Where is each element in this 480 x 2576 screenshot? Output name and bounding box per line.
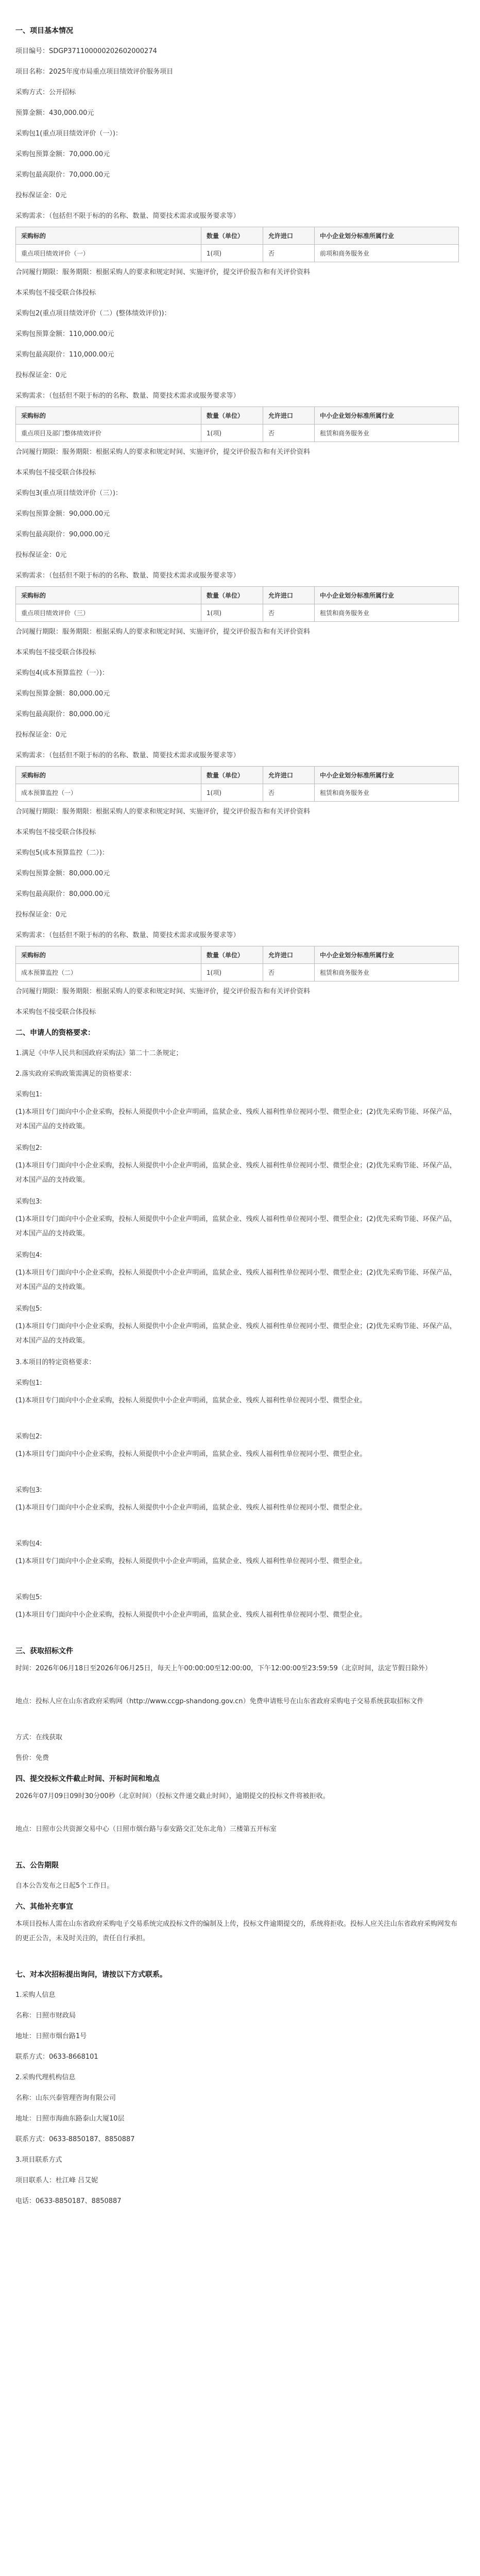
policy-package-label: 采购包4: — [15, 1251, 42, 1259]
column-header: 采购标的 — [16, 946, 201, 964]
buyer-phone: 联系方式：0633-8668101 — [15, 2053, 98, 2061]
table-row — [16, 425, 459, 442]
contract-term: 合同履行期限：服务期限：根据采购人的要求和规定时间、实施评价，提交评价报告和有关评价资料 — [15, 628, 311, 636]
package-budget: 采购包预算金额：110,000.00元 — [15, 330, 114, 338]
special-package-label: 采购包4: — [15, 1540, 42, 1548]
policy-text: (1)本项目专门面向中小企业采购，投标人须提供中小企业声明函，监狱企业、残疾人福利性单位视同小型、微型企业；(2)优先采购节能、环保产品，对本国产品的支持政策。 — [15, 1108, 456, 1130]
no-consortium-note: 本采购包不接受联合体投标 — [15, 649, 96, 656]
package-name: 采购包4(成本预算监控（一）)： — [15, 669, 109, 677]
project-number: 项目编号：SDGP371100000202602000274 — [15, 47, 157, 55]
column-header: 数量（单位） — [201, 767, 263, 784]
table-row — [16, 604, 459, 622]
package-name: 采购包5(成本预算监控（二）)： — [15, 849, 109, 857]
column-header: 允许进口 — [263, 587, 315, 604]
policy-text: (1)本项目专门面向中小企业采购，投标人须提供中小企业声明函，监狱企业、残疾人福利性单位视同小型、微型企业；(2)优先采购节能、环保产品，对本国产品的支持政策。 — [15, 1162, 456, 1184]
special-text: (1)本项目专门面向中小企业采购，投标人须提供中小企业声明函，监狱企业、残疾人福利性单位视同小型、微型企业。 — [15, 1450, 367, 1458]
contract-term: 合同履行期限：服务期限：根据采购人的要求和规定时间、实施评价，提交评价报告和有关评价资料 — [15, 268, 311, 276]
column-header: 中小企业划分标准所属行业 — [315, 946, 459, 964]
special-text: (1)本项目专门面向中小企业采购，投标人须提供中小企业声明函，监狱企业、残疾人福利性单位视同小型、微型企业。 — [15, 1397, 367, 1404]
package-deposit: 投标保证金：0元 — [15, 371, 67, 379]
no-consortium-note: 本采购包不接受联合体投标 — [15, 469, 96, 477]
package-budget: 采购包预算金额：90,000.00元 — [15, 510, 110, 518]
policy-text: (1)本项目专门面向中小企业采购，投标人须提供中小企业声明函，监狱企业、残疾人福利性单位视同小型、微型企业；(2)优先采购节能、环保产品，对本国产品的支持政策。 — [15, 1269, 456, 1291]
package-requirement: 采购需求：（包括但不限于标的的名称、数量、简要技术需求或服务要求等） — [15, 931, 240, 939]
special-package-label: 采购包3: — [15, 1486, 42, 1494]
package-max-price: 采购包最高限价：80,000.00元 — [15, 890, 110, 898]
column-header: 采购标的 — [16, 227, 201, 245]
procurement-table — [15, 586, 459, 622]
announcement-body — [15, 21, 458, 2212]
package-budget: 采购包预算金额：80,000.00元 — [15, 870, 110, 877]
contact-heading: 3.项目联系方式 — [15, 2156, 62, 2164]
buyer-heading: 1.采购人信息 — [15, 1991, 56, 1999]
column-header: 允许进口 — [263, 227, 315, 245]
column-header: 中小企业划分标准所属行业 — [315, 767, 459, 784]
section-title: 五、公告期限 — [15, 1861, 59, 1870]
special-package-label: 采购包2: — [15, 1433, 42, 1440]
table-header-row — [16, 227, 459, 245]
table-header-row — [16, 946, 459, 964]
package-max-price: 采购包最高限价：110,000.00元 — [15, 351, 114, 359]
bid-deadline: 2026年07月09日09时30分00秒（北京时间）（投标文件递交截止时间），逾期提交的投标文件将被拒收。 — [15, 1792, 330, 1800]
package-max-price: 采购包最高限价：80,000.00元 — [15, 710, 110, 718]
section-title: 四、提交投标文件截止时间、开标时间和地点 — [15, 1775, 160, 1783]
table-cell: 成本预算监控（二） — [16, 964, 201, 981]
column-header: 允许进口 — [263, 767, 315, 784]
procurement-table — [15, 406, 459, 442]
column-header: 数量（单位） — [201, 946, 263, 964]
package-requirement: 采购需求：（包括但不限于标的的名称、数量、简要技术需求或服务要求等） — [15, 752, 240, 759]
special-text: (1)本项目专门面向中小企业采购，投标人须提供中小企业声明函，监狱企业、残疾人福利性单位视同小型、微型企业。 — [15, 1611, 367, 1619]
project-name: 项目名称：2025年度市局重点项目绩效评价服务项目 — [15, 68, 174, 76]
policy-package-label: 采购包5: — [15, 1305, 42, 1313]
contract-term: 合同履行期限：服务期限：根据采购人的要求和规定时间、实施评价，提交评价报告和有关评价资料 — [15, 448, 311, 456]
table-cell: 租赁和商务服务业 — [315, 604, 459, 622]
package-budget: 采购包预算金额：70,000.00元 — [15, 150, 110, 158]
agent-heading: 2.采购代理机构信息 — [15, 2074, 76, 2081]
table-cell: 1(项) — [201, 784, 263, 802]
table-cell: 否 — [263, 245, 315, 262]
table-cell: 否 — [263, 425, 315, 442]
document-time: 时间：2026年06月18日至2026年06月25日，每天上午00:00:00至12:00:00，下午12:00:00至23:59:59（北京时间，法定节假日除外） — [15, 1665, 432, 1672]
agent-name: 名称：山东兴泰管理咨询有限公司 — [15, 2094, 116, 2102]
table-cell: 重点项目及部门整体绩效评价 — [16, 425, 201, 442]
agent-address: 地址：日照市海曲东路泰山大厦10层 — [15, 2115, 125, 2123]
section-title: 六、其他补充事宜 — [15, 1903, 73, 1911]
table-header-row — [16, 767, 459, 784]
table-cell: 前项和商务服务业 — [315, 245, 459, 262]
column-header: 中小企业划分标准所属行业 — [315, 407, 459, 425]
column-header: 允许进口 — [263, 946, 315, 964]
package-requirement: 采购需求：（包括但不限于标的的名称、数量、简要技术需求或服务要求等） — [15, 212, 240, 220]
table-cell: 成本预算监控（一） — [16, 784, 201, 802]
package-name: 采购包1(重点项目绩效评价（一）)： — [15, 130, 122, 138]
table-cell: 1(项) — [201, 245, 263, 262]
document-place: 地点：投标人应在山东省政府采购网（http://www.ccgp-shandong.gov.cn）免费申请账号在山东省政府采购电子交易系统获取招标文件 — [15, 1698, 424, 1705]
section-title: 一、项目基本情况 — [15, 27, 73, 35]
package-requirement: 采购需求：（包括但不限于标的的名称、数量、简要技术需求或服务要求等） — [15, 392, 240, 400]
table-cell: 否 — [263, 784, 315, 802]
section-title: 三、获取招标文件 — [15, 1647, 73, 1655]
bid-place: 地点：日照市公共资源交易中心（日照市烟台路与泰安路交汇处东北角）三楼第五开标室 — [15, 1825, 277, 1833]
table-header-row — [16, 407, 459, 425]
column-header: 采购标的 — [16, 407, 201, 425]
table-cell: 租赁和商务服务业 — [315, 425, 459, 442]
column-header: 允许进口 — [263, 407, 315, 425]
contact-name: 项目联系人：杜江峰 吕艾妮 — [15, 2177, 98, 2184]
section-title: 二、申请人的资格要求： — [15, 1029, 95, 1037]
special-package-label: 采购包5: — [15, 1594, 42, 1601]
package-requirement: 采购需求：（包括但不限于标的的名称、数量、简要技术需求或服务要求等） — [15, 572, 240, 580]
table-row — [16, 245, 459, 262]
column-header: 数量（单位） — [201, 587, 263, 604]
package-name: 采购包2(重点项目绩效评价（二）(整体绩效评价))： — [15, 310, 171, 317]
document-price: 售价：免费 — [15, 1754, 49, 1762]
policy-package-label: 采购包2: — [15, 1144, 42, 1152]
column-header: 中小企业划分标准所属行业 — [315, 587, 459, 604]
table-header-row — [16, 587, 459, 604]
qualification-item: 3.本项目的特定资格要求： — [15, 1359, 96, 1366]
column-header: 数量（单位） — [201, 227, 263, 245]
column-header: 中小企业划分标准所属行业 — [315, 227, 459, 245]
supplement-text: 本项目投标人需在山东省政府采购电子交易系统完成投标文件的编制及上传，投标文件逾期提交的，系统将拒收。投标人应关注山东省政府采购网发布的更正公告，未及时关注的，责任自行承担。 — [15, 1920, 458, 1942]
special-text: (1)本项目专门面向中小企业采购，投标人须提供中小企业声明函，监狱企业、残疾人福利性单位视同小型、微型企业。 — [15, 1557, 367, 1565]
buyer-name: 名称：日照市财政局 — [15, 2012, 76, 2020]
table-cell: 租赁和商务服务业 — [315, 784, 459, 802]
document-way: 方式：在线获取 — [15, 1734, 63, 1741]
procurement-table — [15, 766, 459, 802]
column-header: 采购标的 — [16, 767, 201, 784]
procurement-table — [15, 946, 459, 981]
contract-term: 合同履行期限：服务期限：根据采购人的要求和规定时间、实施评价，提交评价报告和有关评价资料 — [15, 808, 311, 816]
table-cell: 租赁和商务服务业 — [315, 964, 459, 981]
contract-term: 合同履行期限：服务期限：根据采购人的要求和规定时间、实施评价，提交评价报告和有关评价资料 — [15, 988, 311, 995]
table-cell: 1(项) — [201, 425, 263, 442]
section-title: 七、对本次招标提出询问，请按以下方式联系。 — [15, 1971, 167, 1979]
table-row — [16, 784, 459, 802]
table-cell: 重点项目绩效评价（一） — [16, 245, 201, 262]
qualification-item: 1.满足《中华人民共和国政府采购法》第二十二条规定； — [15, 1049, 183, 1057]
table-cell: 否 — [263, 964, 315, 981]
table-row — [16, 964, 459, 981]
package-max-price: 采购包最高限价：90,000.00元 — [15, 531, 110, 538]
buyer-address: 地址：日照市烟台路1号 — [15, 2032, 87, 2040]
package-deposit: 投标保证金：0元 — [15, 192, 67, 199]
column-header: 数量（单位） — [201, 407, 263, 425]
agent-phone: 联系方式：0633-8850187、8850887 — [15, 2136, 135, 2143]
package-deposit: 投标保证金：0元 — [15, 911, 67, 919]
column-header: 采购标的 — [16, 587, 201, 604]
table-cell: 否 — [263, 604, 315, 622]
policy-package-label: 采购包1: — [15, 1091, 42, 1098]
package-deposit: 投标保证金：0元 — [15, 551, 67, 559]
procurement-table — [15, 227, 459, 262]
policy-text: (1)本项目专门面向中小企业采购，投标人须提供中小企业声明函，监狱企业、残疾人福利性单位视同小型、微型企业；(2)优先采购节能、环保产品，对本国产品的支持政策。 — [15, 1323, 456, 1345]
table-cell: 重点项目绩效评价（三） — [16, 604, 201, 622]
policy-package-label: 采购包3: — [15, 1198, 42, 1206]
qualification-item: 2.落实政府采购政策需满足的资格要求： — [15, 1070, 136, 1078]
procurement-method: 采购方式：公开招标 — [15, 89, 76, 96]
package-deposit: 投标保证金：0元 — [15, 731, 67, 739]
budget-amount: 预算金额：430,000.00元 — [15, 109, 94, 117]
no-consortium-note: 本采购包不接受联合体投标 — [15, 289, 96, 297]
special-text: (1)本项目专门面向中小企业采购，投标人须提供中小企业声明函，监狱企业、残疾人福利性单位视同小型、微型企业。 — [15, 1504, 367, 1512]
package-max-price: 采购包最高限价：70,000.00元 — [15, 171, 110, 179]
no-consortium-note: 本采购包不接受联合体投标 — [15, 1008, 96, 1016]
policy-text: (1)本项目专门面向中小企业采购，投标人须提供中小企业声明函，监狱企业、残疾人福利性单位视同小型、微型企业；(2)优先采购节能、环保产品，对本国产品的支持政策。 — [15, 1215, 456, 1238]
table-cell: 1(项) — [201, 964, 263, 981]
package-budget: 采购包预算金额：80,000.00元 — [15, 690, 110, 698]
table-cell: 1(项) — [201, 604, 263, 622]
no-consortium-note: 本采购包不接受联合体投标 — [15, 828, 96, 836]
contact-phone: 电话：0633-8850187、8850887 — [15, 2197, 122, 2205]
special-package-label: 采购包1: — [15, 1379, 42, 1387]
package-name: 采购包3(重点项目绩效评价（三）)： — [15, 489, 122, 497]
notice-period: 自本公告发布之日起5个工作日。 — [15, 1882, 114, 1890]
